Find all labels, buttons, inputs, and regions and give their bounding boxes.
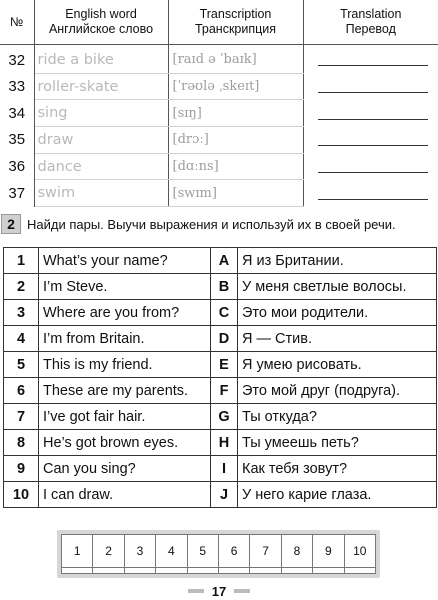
header-number — [0, 0, 34, 45]
english-phrase: I’m from Britain. — [39, 326, 211, 352]
english-phrase: Can you sing? — [39, 456, 211, 482]
answer-grid-number: 9 — [313, 535, 344, 568]
vocab-transcription: [raɪd ə ˈbaɪk] — [168, 47, 303, 73]
vocab-number: 32 — [0, 47, 34, 73]
header-english-word-ru: Английское слово — [48, 22, 154, 36]
answer-cell[interactable] — [344, 568, 375, 574]
answer-grid-number: 1 — [62, 535, 93, 568]
answer-cell[interactable] — [62, 568, 93, 574]
vocab-row — [0, 127, 438, 154]
answer-cell[interactable] — [93, 568, 124, 574]
answer-cell[interactable] — [281, 568, 312, 574]
header-english-word-en: English word — [65, 7, 137, 21]
phrase-number: 10 — [4, 482, 39, 508]
phrase-letter: C — [211, 300, 238, 326]
phrase-number: 2 — [4, 274, 39, 300]
phrase-letter: D — [211, 326, 238, 352]
russian-phrase: Как тебя зовут? — [238, 456, 437, 482]
phrase-letter: J — [211, 482, 238, 508]
answer-grid-number: 4 — [156, 535, 187, 568]
answer-cell[interactable] — [156, 568, 187, 574]
matching-table — [3, 247, 437, 508]
phrase-number: 4 — [4, 326, 39, 352]
header-transcription-en: Transcription — [199, 7, 272, 21]
phrase-letter: H — [211, 430, 238, 456]
task-number-badge: 2 — [1, 214, 21, 234]
pair-row — [4, 352, 437, 378]
answer-grid-input-row — [62, 568, 376, 574]
vocabulary-table — [0, 0, 438, 207]
vocab-row — [0, 73, 438, 100]
vocab-number: 37 — [0, 180, 34, 207]
vocab-number: 34 — [0, 100, 34, 127]
header-translation — [303, 0, 438, 45]
english-phrase: I can draw. — [39, 482, 211, 508]
english-phrase: He’s got brown eyes. — [39, 430, 211, 456]
answer-grid-number: 2 — [93, 535, 124, 568]
answer-grid-number: 8 — [281, 535, 312, 568]
phrase-number: 1 — [4, 248, 39, 274]
header-translation-en: Translation — [340, 7, 402, 21]
answer-grid-number: 6 — [218, 535, 249, 568]
english-phrase: I’ve got fair hair. — [39, 404, 211, 430]
russian-phrase: Это мой друг (подруга). — [238, 378, 437, 404]
answer-grid-header-row — [62, 535, 376, 568]
pair-row — [4, 404, 437, 430]
russian-phrase: Ты откуда? — [238, 404, 437, 430]
answer-grid-number: 10 — [344, 535, 375, 568]
pair-row — [4, 430, 437, 456]
translation-field[interactable] — [303, 73, 438, 100]
english-phrase: This is my friend. — [39, 352, 211, 378]
phrase-number: 6 — [4, 378, 39, 404]
header-english-word — [34, 0, 168, 45]
russian-phrase: Я из Британии. — [238, 248, 437, 274]
russian-phrase: У меня светлые волосы. — [238, 274, 437, 300]
phrase-letter: G — [211, 404, 238, 430]
vocab-row — [0, 180, 438, 207]
translation-field[interactable] — [303, 47, 438, 73]
answer-cell[interactable] — [313, 568, 344, 574]
phrase-letter: I — [211, 456, 238, 482]
vocab-number: 36 — [0, 153, 34, 180]
vocab-row — [0, 100, 438, 127]
answer-grid — [57, 530, 380, 578]
vocab-transcription: [sɪŋ] — [168, 100, 303, 127]
vocab-row — [0, 47, 438, 73]
vocab-transcription: [dɑːns] — [168, 153, 303, 180]
russian-phrase: Я умею рисовать. — [238, 352, 437, 378]
pair-row — [4, 274, 437, 300]
footer-dash-left — [188, 589, 204, 593]
vocab-word: roller-skate — [34, 73, 168, 100]
pair-row — [4, 248, 437, 274]
translation-field[interactable] — [303, 100, 438, 127]
page-footer — [0, 583, 438, 599]
russian-phrase: У него карие глаза. — [238, 482, 437, 508]
phrase-number: 7 — [4, 404, 39, 430]
vocab-word: dance — [34, 153, 168, 180]
phrase-number: 3 — [4, 300, 39, 326]
answer-cell[interactable] — [187, 568, 218, 574]
russian-phrase: Ты умеешь петь? — [238, 430, 437, 456]
phrase-number: 8 — [4, 430, 39, 456]
answer-cell[interactable] — [124, 568, 155, 574]
vocab-transcription: [ˈrəʊlə ˌskeɪt] — [168, 73, 303, 100]
pair-row — [4, 326, 437, 352]
vocab-word: draw — [34, 127, 168, 154]
answer-cell[interactable] — [250, 568, 281, 574]
phrase-number: 5 — [4, 352, 39, 378]
english-phrase: I’m Steve. — [39, 274, 211, 300]
header-translation-ru: Перевод — [345, 22, 396, 36]
russian-phrase: Это мои родители. — [238, 300, 437, 326]
phrase-letter: F — [211, 378, 238, 404]
russian-phrase: Я — Стив. — [238, 326, 437, 352]
pair-row — [4, 456, 437, 482]
vocab-word: sing — [34, 100, 168, 127]
english-phrase: These are my parents. — [39, 378, 211, 404]
header-transcription-ru: Транскрипция — [194, 22, 277, 36]
phrase-number: 9 — [4, 456, 39, 482]
translation-field[interactable] — [303, 180, 438, 207]
pair-row — [4, 300, 437, 326]
english-phrase: Where are you from? — [39, 300, 211, 326]
phrase-letter: A — [211, 248, 238, 274]
translation-field[interactable] — [303, 153, 438, 180]
pair-row — [4, 482, 437, 508]
vocab-number: 35 — [0, 127, 34, 154]
vocab-transcription: [drɔː] — [168, 127, 303, 154]
phrase-letter: E — [211, 352, 238, 378]
vocab-number: 33 — [0, 73, 34, 100]
phrase-letter: B — [211, 274, 238, 300]
english-phrase: What’s your name? — [39, 248, 211, 274]
translation-field[interactable] — [303, 127, 438, 154]
pair-row — [4, 378, 437, 404]
answer-grid-number: 7 — [250, 535, 281, 568]
vocab-word: swim — [34, 180, 168, 207]
vocab-word: ride a bike — [34, 47, 168, 73]
vocab-transcription: [swɪm] — [168, 180, 303, 207]
task-instruction — [1, 213, 437, 235]
page-number: 17 — [211, 583, 227, 599]
header-transcription — [168, 0, 303, 45]
answer-grid-number: 3 — [124, 535, 155, 568]
answer-cell[interactable] — [218, 568, 249, 574]
answer-grid-number: 5 — [187, 535, 218, 568]
vocab-row — [0, 153, 438, 180]
header-number-label: № — [10, 14, 24, 29]
task-text: Найди пары. Выучи выражения и используй их в своей речи. — [27, 216, 396, 232]
footer-dash-right — [234, 589, 250, 593]
